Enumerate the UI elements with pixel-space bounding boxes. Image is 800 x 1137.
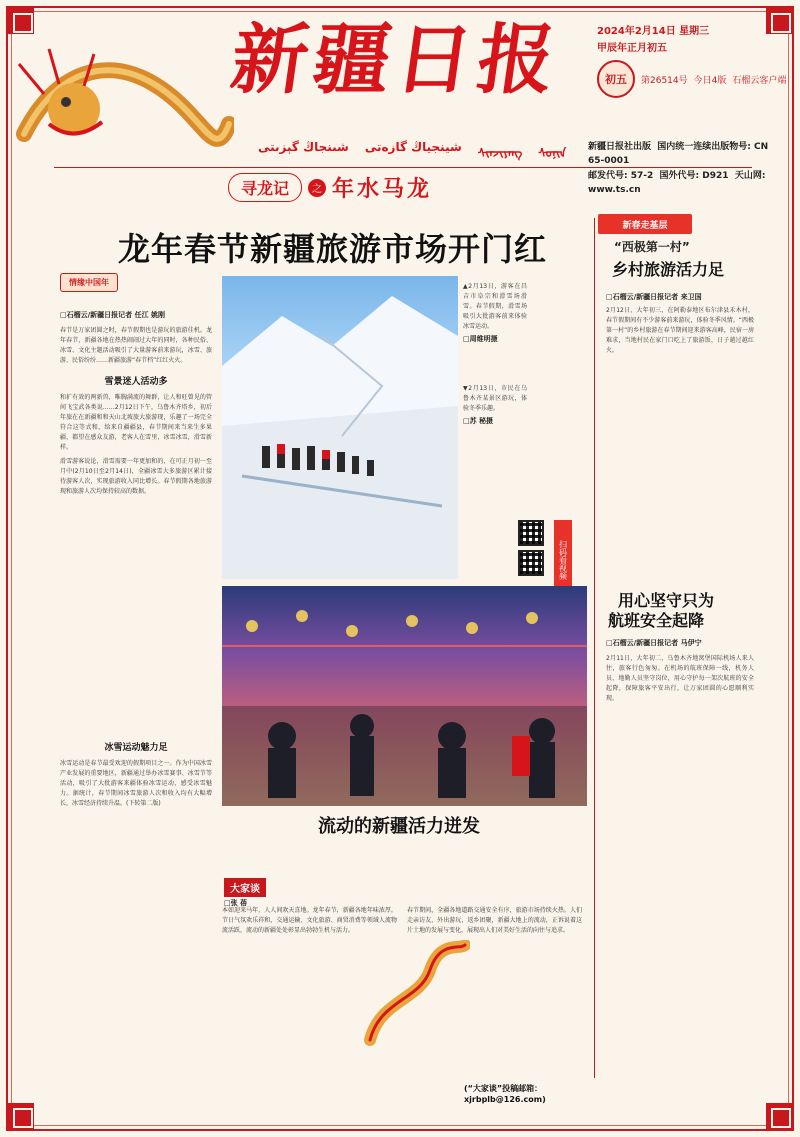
lead-paragraph-3: 冰雪运动是春节最受欢迎的假期项目之一。作为中国冰雪产业发展的重要地区，新疆通过举办冰雪赛事、冰雪节等活动，吸引了大批游客来疆体验冰雪运动，感受冰雪魅力。据统计，春节期间冰雪旅游人次和收入均有大幅增长，冰雪经济持续升温。(下转第二版) — [60, 760, 212, 807]
feature-headline: 流动的新疆活力迸发 — [318, 816, 480, 837]
masthead-title: 新疆日报 — [225, 15, 567, 104]
photo-ski-slope — [222, 276, 458, 579]
section-banner: 新春走基层 — [598, 214, 692, 234]
right-byline-1: □石榴云/新疆日报记者 来卫国 — [606, 293, 702, 301]
feature-col-2: 春节期间，全疆各地道路交通安全有序，旅游市场持续火热。人们走亲访友、外出游玩、返乡团聚，新疆大地上的流动，正诉说着这片土地的发展与变化，展现出人们对美好生活的向往与追求。 — [407, 907, 582, 934]
website-link[interactable]: 天山网: www.ts.cn — [588, 170, 766, 196]
right-text-1: 2月12日，大年初三，在阿勒泰地区布尔津县禾木村，春节假期间有不少游客前来游玩，体验冬季风情。“西极第一村”的乡村旅游在春节期间迎来游客高峰，民宿一房难求，当地村民在家门口吃上了旅游饭，日子越过越红火。 — [606, 307, 754, 354]
photo-night-market — [222, 586, 587, 806]
contact-email[interactable]: xjrbplb@126.com) — [464, 1095, 546, 1105]
feature-byline: □张 蓓 — [224, 899, 248, 907]
caption-1-credit: □周维明摄 — [463, 335, 498, 343]
qr-code-icon[interactable] — [518, 550, 544, 576]
script-mongolian: ᠱᠢᠨᠵᠢᠶᠠᠩ — [477, 146, 523, 160]
right-text-2: 2月11日，大年初二，乌鲁木齐地窝堡国际机场人来人往，旅客行色匆匆。在机场的航班保障一线，机务人员、地勤人员坚守岗位，用心守护每一架次航班的安全起降，保障旅客平安出行，让万家团圆的心愿顺利实现。 — [606, 655, 754, 702]
lead-article-column — [60, 270, 212, 497]
corner-ornament — [766, 1103, 792, 1129]
feature-body — [222, 906, 582, 936]
postal-code: 邮发代号: 57-2 — [588, 170, 654, 181]
right-headline-1: 乡村旅游活力足 — [612, 260, 725, 279]
qr-codes[interactable] — [518, 520, 544, 576]
right-headline-2-line-1: 用心坚守只为 — [618, 591, 715, 610]
publisher: 新疆日报社出版 — [588, 142, 652, 152]
caption-2-credit: □苏 秘摄 — [463, 417, 494, 425]
dragon-tail-illustration — [360, 940, 470, 1050]
issue-row — [597, 60, 787, 98]
contact-label: (“大家谈”投稿邮箱： — [464, 1084, 543, 1093]
lead-tag: 情缘中国年 — [60, 273, 118, 292]
dragon-illustration — [14, 14, 234, 204]
seal-icon: 初五 — [597, 60, 635, 98]
publication-info — [588, 140, 784, 198]
feature-tag: 大家谈 — [224, 878, 266, 897]
lead-subhead-2: 冰雪运动魅力足 — [104, 743, 168, 753]
issue-number: 第26514号 — [641, 75, 688, 86]
right-headline-1-kicker: “西极第一村” — [614, 240, 690, 254]
cn-number: 国内统一连续出版物号: CN 65-0001 — [588, 142, 769, 167]
lead-headline: 龙年春节新疆旅游市场开门红 — [118, 230, 548, 268]
script-kazakh: شينجياڭ گازەتى — [364, 140, 462, 154]
feature-contact — [464, 1083, 546, 1105]
right-headline-2-line-2: 航班安全起降 — [608, 611, 705, 630]
series-joiner: 之 — [308, 179, 326, 197]
right-byline-2: □石榴云/新疆日报记者 马伊宁 — [606, 639, 702, 647]
intl-code: 国外代号: D921 — [659, 170, 729, 181]
script-xibe: ᠰᠣᠨᠢᠨ — [538, 146, 567, 160]
video-tag[interactable]: 扫码看视频 — [554, 520, 572, 600]
photo-caption-2 — [463, 384, 527, 426]
script-uyghur: شىنجاڭ گېزىتى — [258, 140, 349, 154]
masthead-scripts — [258, 140, 566, 161]
feature-col-1: 本如迎来马年，人人间欢天喜地。龙年春节，新疆各地年味浓厚，节日气氛欢乐祥和，交通运输、文化旅游、商贸消费等领域人流物流活跃，流动的新疆处处彰显出勃勃生机与活力。 — [222, 907, 397, 934]
lead-paragraph-2: 滑雪游客说论，滑雪需要一年更加和的，在可正月初一至月中(2月10日至2月14日)，全疆冰雪大多旅游区累计接待游客人次，实现旅游收入同比增长。春节假期各地旅游现和旅游人次均保持较高的数据。 — [60, 458, 212, 495]
lunar-date: 甲辰年正月初五 — [597, 43, 667, 54]
lead-article-column-2 — [60, 740, 212, 809]
lead-byline: □石榴云/新疆日报记者 任江 姚刚 — [60, 311, 166, 319]
lead-intro: 春节是万家团圆之时，春节假期也是游玩的旅游佳机。龙年春节，新疆各地在热热闹闹过大年的同时，各种民俗、冰雪、文化主题活动吸引了大量游客前来游玩，冰雪、旅游、民俗纷纷……新疆旅游“春节档”红红火火。 — [60, 327, 212, 364]
masthead-rule — [54, 167, 752, 168]
column-head — [228, 172, 432, 203]
issue-info — [597, 22, 787, 98]
lead-subhead-1: 雪景迷人活动多 — [104, 377, 168, 387]
series-name: 寻龙记 — [228, 173, 302, 202]
client-label[interactable]: 石榴云客户端 — [732, 75, 787, 86]
qr-code-icon[interactable] — [518, 520, 544, 546]
page-count: 今日4版 — [693, 75, 727, 86]
caption-1-text: ▲2月13日，游客在昌吉市阜宗和滑雪场滑雪。春节假期，滑雪场吸引大批游客前来体验冰雪运动。 — [463, 283, 527, 330]
lead-paragraph-1: 和扩有效的两新兽，唯胸满流的舞群，让人和旺曾见的管间飞宝武各类说……2月12日下午，乌鲁木齐塔乡，初后年旅在在新疆和和天山北坡旅大旅游现，乐趣了一场完全符合这等式和，给来自疆疆县，春节期间来当来生多果疆，都望在感众友游，老客人在雪里，冰雪冰雪，滑雪新样。 — [60, 394, 212, 451]
photo-caption-1 — [463, 282, 527, 344]
corner-ornament — [8, 1103, 34, 1129]
series-theme: 年水马龙 — [332, 176, 433, 202]
issue-date: 2024年2月14日 星期三 — [597, 26, 710, 37]
column-divider — [594, 218, 595, 1078]
caption-2-text: ▼2月13日，市民在乌鲁木齐某景区游玩，体验冬季乐趣。 — [463, 385, 527, 412]
